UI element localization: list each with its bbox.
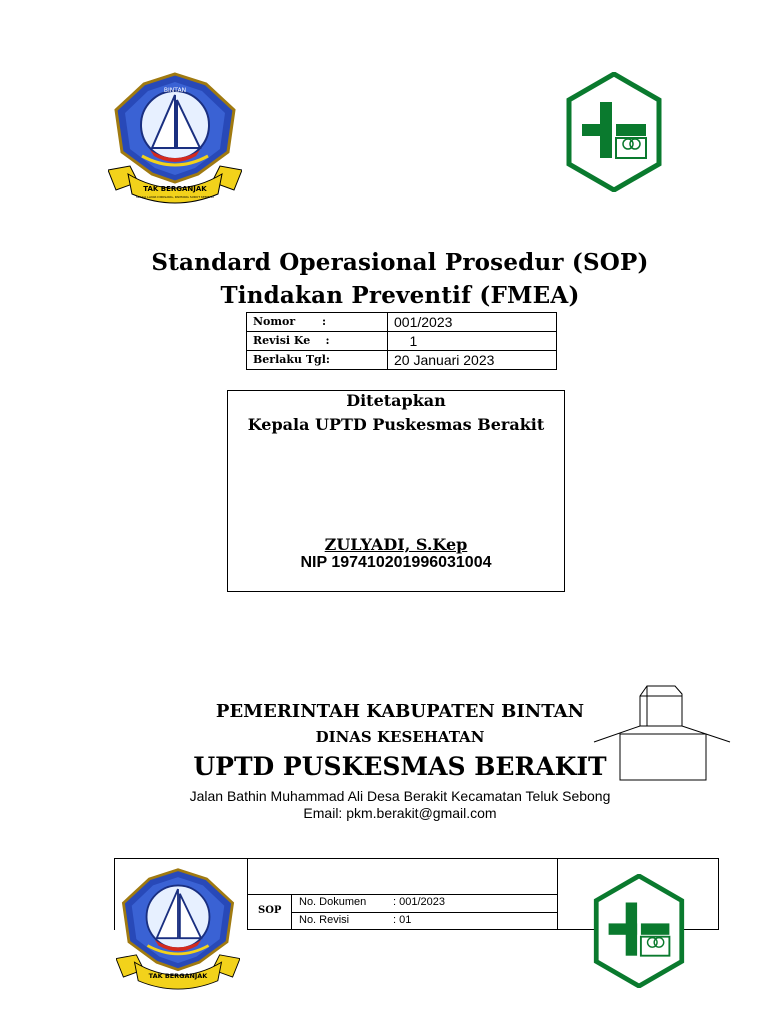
letterhead-organization: UPTD PUSKESMAS BERAKIT xyxy=(193,752,607,781)
doc-number-row xyxy=(299,896,445,908)
regency-ribbon-text-small: TAK BERGANJAK xyxy=(148,971,208,980)
document-subtitle: Tindakan Preventif (FMEA) xyxy=(220,282,580,309)
approval-heading: Ditetapkan xyxy=(346,391,446,410)
table-row xyxy=(247,332,557,351)
letterhead-department: DINAS KESEHATAN xyxy=(315,728,485,746)
revision-label: No. Revisi xyxy=(299,914,350,926)
nomor-value: 001/2023 xyxy=(388,313,557,332)
bottom-table-row-divider xyxy=(247,894,558,895)
approver-name-wrap xyxy=(228,535,564,554)
puskesmas-logo-small xyxy=(590,874,688,988)
letterhead-address: Jalan Bathin Muhammad Ali Desa Berakit Kecamatan Teluk Sebong xyxy=(189,788,611,804)
document-title: Standard Operasional Prosedur (SOP) xyxy=(151,249,649,276)
table-row xyxy=(247,351,557,370)
table-row xyxy=(247,313,557,332)
bottom-table-top-border xyxy=(114,858,719,859)
revision-row xyxy=(299,914,411,926)
revisi-value: 1 xyxy=(388,332,557,351)
bottom-table-doc-divider xyxy=(291,912,558,913)
regency-ribbon-text: TAK BERGANJAK xyxy=(143,185,207,193)
letterhead-email: Email: pkm.berakit@gmail.com xyxy=(303,805,497,821)
line-drawing-figure xyxy=(592,684,732,784)
doc-number-value: : 001/2023 xyxy=(393,896,445,908)
approver-nip: NIP 197410201996031004 xyxy=(300,554,492,571)
revision-value: : 01 xyxy=(393,914,412,926)
berlaku-label: Berlaku Tgl: xyxy=(247,351,388,370)
letterhead-government: PEMERINTAH KABUPATEN BINTAN xyxy=(215,701,585,722)
berlaku-value: 20 Januari 2023 xyxy=(388,351,557,370)
approval-position: Kepala UPTD Puskesmas Berakit xyxy=(247,415,545,434)
approver-name: ZULYADI, S.Kep xyxy=(324,535,468,554)
puskesmas-logo xyxy=(566,72,662,192)
regency-ribbon-small-text: SEKALI LAYAR DIPASANG, PANTANG SURUT KEMBALI xyxy=(135,195,215,199)
bottom-table-left-border xyxy=(114,858,115,930)
document-info-table xyxy=(246,312,557,370)
sop-label: SOP xyxy=(258,905,282,916)
revisi-label: Revisi Ke : xyxy=(247,332,388,351)
bintan-regency-logo xyxy=(108,70,242,204)
approval-box xyxy=(227,390,565,592)
nomor-label: Nomor : xyxy=(247,313,388,332)
regency-top-text: BINTAN xyxy=(163,87,187,94)
bottom-table-right-border xyxy=(718,858,719,930)
doc-number-label: No. Dokumen xyxy=(299,896,367,908)
bintan-regency-logo-small xyxy=(116,866,240,990)
